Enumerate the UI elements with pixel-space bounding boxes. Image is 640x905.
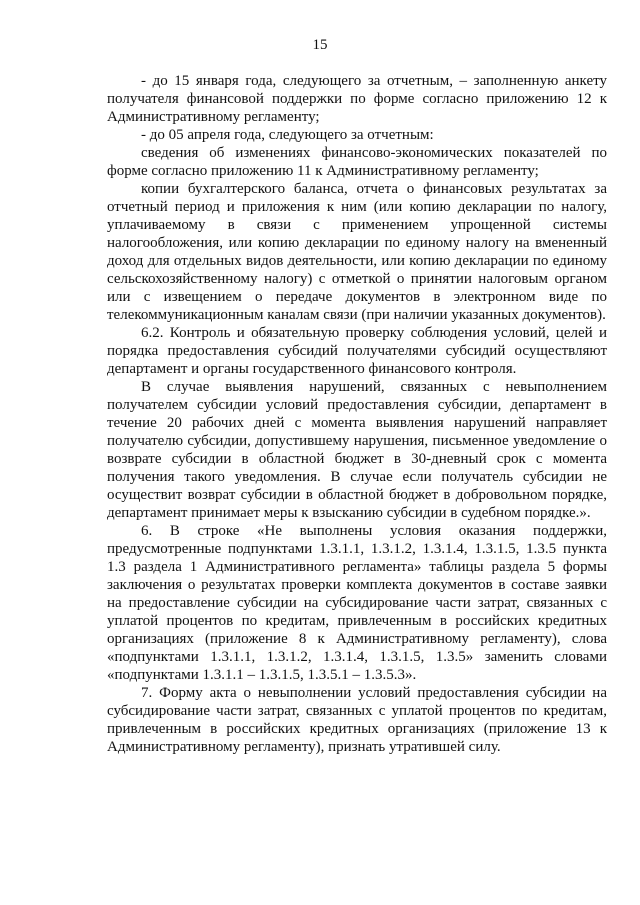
paragraph: 6. В строке «Не выполнены условия оказания поддержки, предусмотренные подпунктами 1.3.1.1, 1.3.1.2, 1.3.1.4, 1.3.1.5, 1.3.5 пункта 1.3 раздела 1 Административного регламента» таблицы раздела 5 формы заключения о результатах проверки комплекта документов в составе заявки на предоставление субсидии на субсидирование части затрат, связанных с уплатой процентов по кредитам, привлеченным в российских кредитных организациях (приложение 8 к Административному регламенту), слова «подпунктами 1.3.1.1, 1.3.1.2, 1.3.1.4, 1.3.1.5, 1.3.5» заменить словами «подпунктами 1.3.1.1 – 1.3.1.5, 1.3.5.1 – 1.3.5.3». bbox=[107, 523, 607, 683]
paragraph: сведения об изменениях финансово-экономических показателей по форме согласно приложению 11 к Административному регламенту; bbox=[107, 145, 607, 179]
paragraph: копии бухгалтерского баланса, отчета о финансовых результатах за отчетный период и приложения к ним (или копию декларации по налогу, уплачиваемому в связи с применением упрощенной системы налогообложения, или копию декларации по единому налогу на вмененный доход для отдельных видов деятельности, или копию декларации по единому сельскохозяйственному налогу) с отметкой о принятии налоговым органом или с извещением о передаче документов в электронном виде по телекоммуникационным каналам связи (при наличии указанных документов). bbox=[107, 181, 607, 323]
paragraph: - до 15 января года, следующего за отчетным, – заполненную анкету получателя финансовой поддержки по форме согласно приложению 12 к Административному регламенту; bbox=[107, 73, 607, 125]
document-body bbox=[107, 72, 607, 756]
paragraph: 7. Форму акта о невыполнении условий предоставления субсидии на субсидирование части затрат, связанных с уплатой процентов по кредитам, привлеченным в российских кредитных организациях (приложение 13 к Административному регламенту), признать утратившей силу. bbox=[107, 685, 607, 755]
paragraph: В случае выявления нарушений, связанных с невыполнением получателем субсидии условий предоставления субсидии, департамент в течение 20 рабочих дней с момента выявления нарушений направляет получателю субсидии, допустившему нарушения, письменное уведомление о возврате субсидии в областной бюджет в 30-дневный срок с момента получения такого уведомления. В случае если получатель субсидии не осуществит возврат субсидии в областной бюджет в добровольном порядке, департамент принимает меры к взысканию субсидии в судебном порядке.». bbox=[107, 379, 607, 521]
paragraph: - до 05 апреля года, следующего за отчетным: bbox=[141, 127, 434, 143]
page-number: 15 bbox=[312, 37, 328, 53]
paragraph: 6.2. Контроль и обязательную проверку соблюдения условий, целей и порядка предоставления субсидий получателями субсидий осуществляют департамент и органы государственного финансового контроля. bbox=[107, 325, 607, 377]
